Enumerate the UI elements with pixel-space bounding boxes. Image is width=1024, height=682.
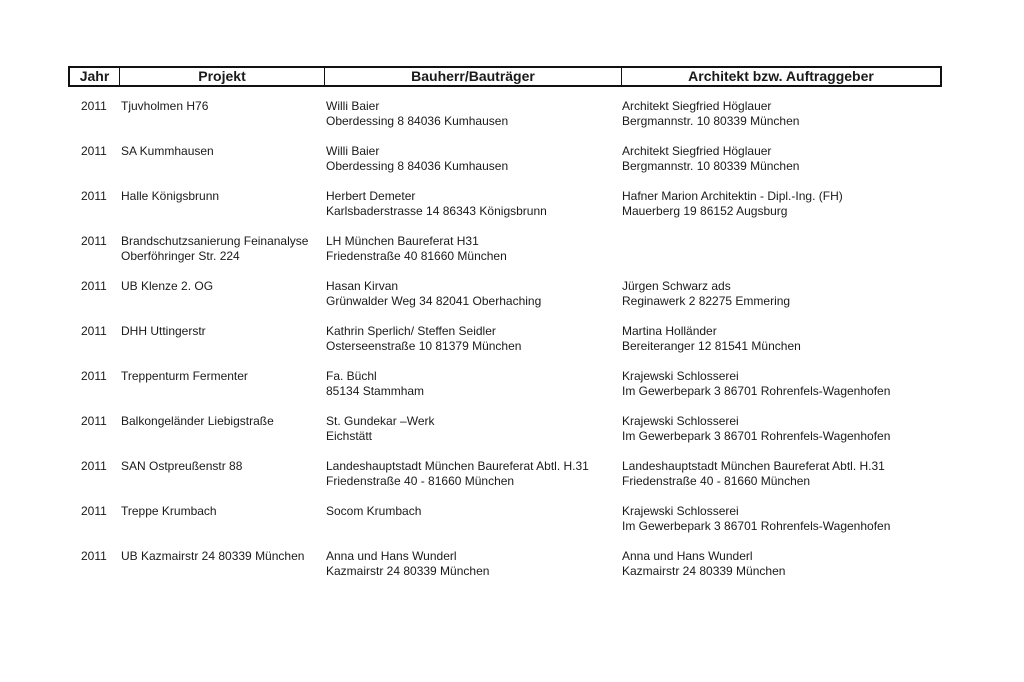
- projekt-line: UB Klenze 2. OG: [121, 279, 214, 293]
- cell-projekt: [121, 549, 304, 564]
- cell-architekt: [622, 549, 785, 579]
- table-row: [0, 99, 1024, 144]
- architekt-line: Reginawerk 2 82275 Emmering: [622, 294, 791, 308]
- projekt-line: Halle Königsbrunn: [121, 189, 220, 203]
- cell-architekt: [622, 279, 790, 309]
- cell-jahr: [81, 504, 107, 519]
- bauherr-line: Fa. Büchl: [326, 369, 377, 383]
- projekt-line: SA Kummhausen: [121, 144, 214, 158]
- bauherr-line: 85134 Stammham: [326, 384, 425, 398]
- header-bauherr: Bauherr/Bauträger: [325, 68, 622, 85]
- cell-jahr: [81, 99, 107, 114]
- bauherr-line: Osterseenstraße 10 81379 München: [326, 339, 522, 353]
- table-row: [0, 279, 1024, 324]
- table-row: [0, 369, 1024, 414]
- architekt-line: Jürgen Schwarz ads: [622, 279, 731, 293]
- bauherr-line: St. Gundekar –Werk: [326, 414, 435, 428]
- bauherr-line: Friedenstraße 40 - 81660 München: [326, 474, 515, 488]
- architekt-line: Friedenstraße 40 - 81660 München: [622, 474, 811, 488]
- cell-architekt: [622, 414, 890, 444]
- architekt-line: Landeshauptstadt München Baureferat Abtl. H.31: [622, 459, 885, 473]
- architekt-line: Hafner Marion Architektin - Dipl.-Ing. (FH): [622, 189, 843, 203]
- projekt-line: Brandschutzsanierung Feinanalyse: [121, 234, 309, 248]
- architekt-line: Bergmannstr. 10 80339 München: [622, 159, 800, 173]
- jahr-text: 2011: [81, 369, 107, 383]
- table-row: [0, 504, 1024, 549]
- architekt-line: Im Gewerbepark 3 86701 Rohrenfels-Wagenhofen: [622, 429, 891, 443]
- projekt-line: SAN Ostpreußenstr 88: [121, 459, 243, 473]
- cell-architekt: [622, 504, 890, 534]
- bauherr-line: Anna und Hans Wunderl: [326, 549, 457, 563]
- projekt-line: DHH Uttingerstr: [121, 324, 206, 338]
- architekt-line: Krajewski Schlosserei: [622, 414, 739, 428]
- jahr-text: 2011: [81, 459, 107, 473]
- bauherr-line: Oberdessing 8 84036 Kumhausen: [326, 159, 509, 173]
- cell-architekt: [622, 459, 885, 489]
- cell-projekt: [121, 459, 242, 474]
- bauherr-line: Willi Baier: [326, 144, 380, 158]
- architekt-line: Kazmairstr 24 80339 München: [622, 564, 786, 578]
- bauherr-line: Grünwalder Weg 34 82041 Oberhaching: [326, 294, 542, 308]
- bauherr-line: LH München Baureferat H31: [326, 234, 479, 248]
- cell-jahr: [81, 234, 107, 249]
- projekt-line: UB Kazmairstr 24 80339 München: [121, 549, 305, 563]
- jahr-text: 2011: [81, 504, 107, 518]
- cell-projekt: [121, 369, 248, 384]
- bauherr-line: Herbert Demeter: [326, 189, 416, 203]
- jahr-text: 2011: [81, 279, 107, 293]
- cell-bauherr: [326, 144, 508, 174]
- cell-projekt: [121, 504, 217, 519]
- cell-jahr: [81, 414, 107, 429]
- bauherr-line: Kathrin Sperlich/ Steffen Seidler: [326, 324, 496, 338]
- table-row: [0, 414, 1024, 459]
- jahr-text: 2011: [81, 324, 107, 338]
- header-architekt: Architekt bzw. Auftraggeber: [688, 68, 874, 84]
- cell-projekt: [121, 189, 219, 204]
- cell-projekt: [121, 414, 274, 429]
- cell-bauherr: [326, 459, 589, 489]
- bauherr-line: Eichstätt: [326, 429, 373, 443]
- projekt-line: Balkongeländer Liebigstraße: [121, 414, 274, 428]
- cell-jahr: [81, 324, 107, 339]
- projekt-line: Oberföhringer Str. 224: [121, 249, 240, 263]
- table-header: [68, 66, 942, 87]
- architekt-line: Im Gewerbepark 3 86701 Rohrenfels-Wagenhofen: [622, 519, 891, 533]
- architekt-line: Bereiteranger 12 81541 München: [622, 339, 801, 353]
- cell-projekt: [121, 234, 308, 264]
- bauherr-line: Hasan Kirvan: [326, 279, 399, 293]
- cell-bauherr: [326, 234, 507, 264]
- architekt-line: Martina Holländer: [622, 324, 717, 338]
- architekt-line: Krajewski Schlosserei: [622, 369, 739, 383]
- table-row: [0, 144, 1024, 189]
- cell-projekt: [121, 99, 208, 114]
- table-row: [0, 549, 1024, 594]
- bauherr-line: Karlsbaderstrasse 14 86343 Königsbrunn: [326, 204, 547, 218]
- cell-architekt: [622, 144, 799, 174]
- architekt-line: Mauerberg 19 86152 Augsburg: [622, 204, 788, 218]
- table-body: [0, 99, 1024, 594]
- cell-architekt: [622, 324, 801, 354]
- architekt-line: Anna und Hans Wunderl: [622, 549, 753, 563]
- cell-jahr: [81, 189, 107, 204]
- cell-bauherr: [326, 189, 547, 219]
- table-row: [0, 324, 1024, 369]
- bauherr-line: Kazmairstr 24 80339 München: [326, 564, 490, 578]
- cell-architekt: [622, 189, 843, 219]
- cell-projekt: [121, 279, 213, 294]
- jahr-text: 2011: [81, 549, 107, 563]
- bauherr-line: Oberdessing 8 84036 Kumhausen: [326, 114, 509, 128]
- cell-jahr: [81, 279, 107, 294]
- architekt-line: Bergmannstr. 10 80339 München: [622, 114, 800, 128]
- jahr-text: 2011: [81, 234, 107, 248]
- header-jahr: Jahr: [70, 68, 120, 85]
- cell-bauherr: [326, 279, 541, 309]
- jahr-text: 2011: [81, 414, 107, 428]
- cell-jahr: [81, 459, 107, 474]
- bauherr-line: Willi Baier: [326, 99, 380, 113]
- projekt-line: Treppe Krumbach: [121, 504, 217, 518]
- projekt-line: Tjuvholmen H76: [121, 99, 209, 113]
- table-row: [0, 189, 1024, 234]
- bauherr-line: Landeshauptstadt München Baureferat Abtl. H.31: [326, 459, 589, 473]
- cell-bauherr: [326, 414, 435, 444]
- cell-bauherr: [326, 504, 421, 519]
- cell-bauherr: [326, 369, 424, 399]
- cell-bauherr: [326, 324, 521, 354]
- cell-architekt: [622, 99, 799, 129]
- cell-projekt: [121, 324, 206, 339]
- projekt-line: Treppenturm Fermenter: [121, 369, 248, 383]
- jahr-text: 2011: [81, 144, 107, 158]
- bauherr-line: Socom Krumbach: [326, 504, 422, 518]
- architekt-line: Architekt Siegfried Höglauer: [622, 144, 772, 158]
- cell-jahr: [81, 369, 107, 384]
- cell-jahr: [81, 549, 107, 564]
- header-projekt: Projekt: [120, 68, 325, 85]
- jahr-text: 2011: [81, 189, 107, 203]
- architekt-line: Krajewski Schlosserei: [622, 504, 739, 518]
- jahr-text: 2011: [81, 99, 107, 113]
- bauherr-line: Friedenstraße 40 81660 München: [326, 249, 507, 263]
- table-row: [0, 459, 1024, 504]
- table-row: [0, 234, 1024, 279]
- cell-bauherr: [326, 549, 489, 579]
- cell-projekt: [121, 144, 214, 159]
- cell-jahr: [81, 144, 107, 159]
- architekt-line: Architekt Siegfried Höglauer: [622, 99, 772, 113]
- cell-architekt: [622, 369, 890, 399]
- cell-bauherr: [326, 99, 508, 129]
- architekt-line: Im Gewerbepark 3 86701 Rohrenfels-Wagenhofen: [622, 384, 891, 398]
